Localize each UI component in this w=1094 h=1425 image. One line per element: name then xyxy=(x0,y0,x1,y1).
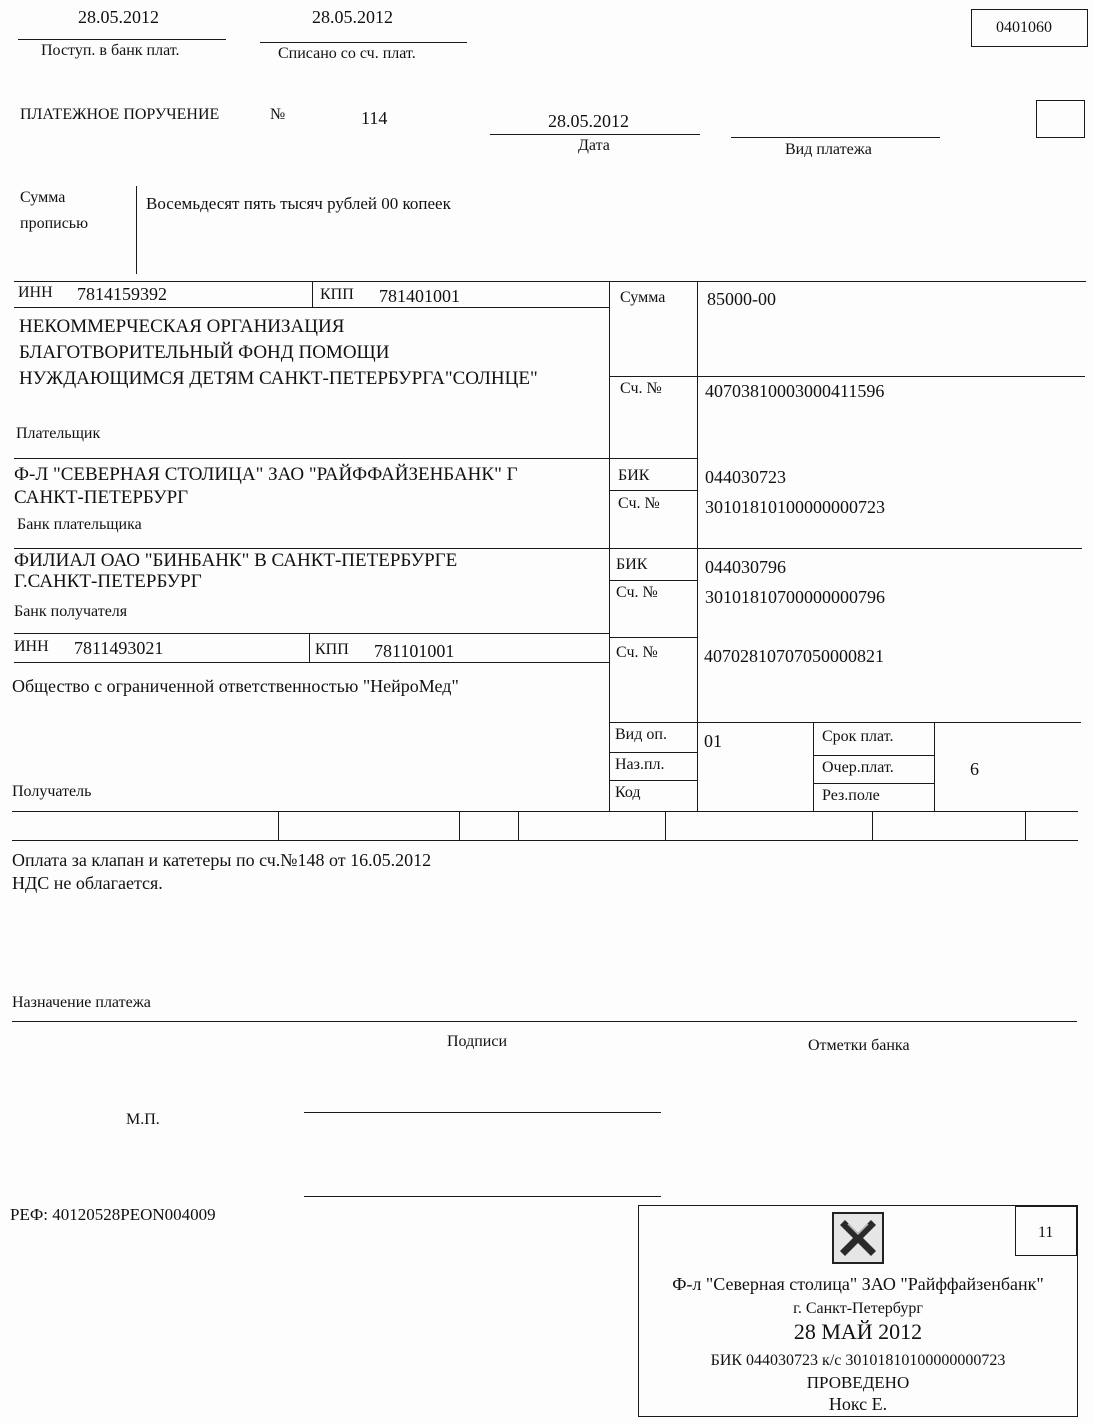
tax-divider-6 xyxy=(1025,811,1026,840)
payment-type-label: Вид платежа xyxy=(785,141,872,158)
grid-line-payee-inn-bottom xyxy=(14,662,610,663)
payer-kpp: 781401001 xyxy=(379,286,460,306)
form-code: 0401060 xyxy=(996,19,1052,36)
amount-words-label-1: Сумма xyxy=(20,189,66,206)
status-box xyxy=(1036,100,1085,138)
tax-divider-1 xyxy=(278,811,279,840)
sum-label: Сумма xyxy=(620,289,666,306)
payment-type-line xyxy=(731,137,940,138)
payer-account: 40703810003000411596 xyxy=(705,381,885,401)
grid-label-column-left xyxy=(609,281,610,811)
signature-line-2 xyxy=(304,1196,661,1197)
payer-inn: 7814159392 xyxy=(77,284,167,304)
term-label: Срок плат. xyxy=(822,728,894,745)
stamp-corner-box xyxy=(1015,1206,1077,1256)
grid-line-payee-inn-top xyxy=(14,633,610,634)
payer-bank-bik: 044030723 xyxy=(705,467,786,487)
bank-logo-icon xyxy=(832,1212,884,1264)
payee-kpp-label: КПП xyxy=(315,641,349,658)
payer-bank-line-2: САНКТ-ПЕТЕРБУРГ xyxy=(14,487,189,508)
payee-bank-label: Банк получателя xyxy=(14,603,128,620)
payer-name-line-2: БЛАГОТВОРИТЕЛЬНЫЙ ФОНД ПОМОЩИ xyxy=(19,342,390,363)
order-date: 28.05.2012 xyxy=(548,111,629,131)
priority-label: Очер.плат. xyxy=(822,759,894,776)
stamp-clerk: Нокс Е. xyxy=(828,1394,888,1414)
stamp-status: ПРОВЕДЕНО xyxy=(806,1373,910,1392)
op-type-value: 01 xyxy=(704,731,722,751)
stamp-place-label: М.П. xyxy=(126,1111,160,1128)
grid-line-operation-3 xyxy=(813,755,934,756)
reference-number: РЕФ: 40120528PEON004009 xyxy=(10,1205,216,1224)
payee-bank-line-2: Г.САНКТ-ПЕТЕРБУРГ xyxy=(14,571,202,592)
signature-line-1 xyxy=(304,1112,661,1113)
payer-bank-label: Банк плательщика xyxy=(17,516,142,533)
purpose-line-2: НДС не облагается. xyxy=(12,873,163,893)
stamp-bank-name: Ф-л "Северная столица" ЗАО "Райффайзенбанк" xyxy=(672,1274,1044,1294)
grid-line-payer-bottom xyxy=(14,458,698,459)
payee-bank-bik-label: БИК xyxy=(616,556,648,573)
payer-label: Плательщик xyxy=(16,425,101,442)
code-label: Код xyxy=(615,784,641,801)
payer-name-line-3: НУЖДАЮЩИМСЯ ДЕТЯМ САНКТ-ПЕТЕРБУРГА"СОЛНЦЕ" xyxy=(19,368,538,389)
sum-value: 85000-00 xyxy=(707,289,776,309)
grid-label-column-right xyxy=(697,281,698,811)
stamp-corner-number: 11 xyxy=(1038,1224,1054,1241)
signatures-label: Подписи xyxy=(447,1033,508,1050)
payee-account: 40702810707050000821 xyxy=(704,646,884,666)
amount-words-label-2: прописью xyxy=(20,215,89,232)
payer-bank-account-label: Сч. № xyxy=(618,495,660,512)
grid-line-operation-2 xyxy=(609,780,698,781)
bank-marks-label: Отметки банка xyxy=(808,1037,910,1054)
tax-divider-2 xyxy=(459,811,460,840)
grid-line-payee-account-top xyxy=(609,637,698,638)
payee-bank-bik: 044030796 xyxy=(705,557,786,577)
payee-account-label: Сч. № xyxy=(616,644,658,661)
order-number: 114 xyxy=(361,108,388,128)
priority-value: 6 xyxy=(970,759,979,779)
payee-label: Получатель xyxy=(12,783,92,800)
grid-line-payer-bank-bottom xyxy=(14,548,1082,549)
grid-line-sum-bottom xyxy=(609,376,1085,377)
amount-words-divider xyxy=(136,186,137,274)
received-line xyxy=(18,39,226,40)
tax-divider-4 xyxy=(665,811,666,840)
payee-inn: 7811493021 xyxy=(74,638,164,658)
payee-bank-account-label: Сч. № xyxy=(616,584,658,601)
payer-bank-bik-label: БИК xyxy=(618,467,650,484)
form-code-box xyxy=(971,9,1088,47)
payer-inn-label: ИНН xyxy=(18,284,53,301)
grid-inn-kpp-divider xyxy=(312,281,313,307)
purpose-label: Назначение платежа xyxy=(12,994,151,1011)
amount-words-value: Восемьдесят пять тысяч рублей 00 копеек xyxy=(146,194,451,213)
payee-bank-line-1: ФИЛИАЛ ОАО "БИНБАНК" В САНКТ-ПЕТЕРБУРГЕ xyxy=(14,550,458,571)
payer-bank-line-1: Ф-Л "СЕВЕРНАЯ СТОЛИЦА" ЗАО "РАЙФФАЙЗЕНБАНК" Г xyxy=(14,464,518,485)
payee-bank-account: 30101810700000000796 xyxy=(705,587,885,607)
payer-name-line-1: НЕКОММЕРЧЕСКАЯ ОРГАНИЗАЦИЯ xyxy=(19,316,345,337)
tax-divider-5 xyxy=(872,811,873,840)
payer-bank-account: 30101810100000000723 xyxy=(705,497,885,517)
tax-divider-3 xyxy=(518,811,519,840)
grid-operation-divider-2 xyxy=(934,722,935,812)
purpose-bottom-line xyxy=(12,1021,1077,1022)
debited-label: Списано со сч. плат. xyxy=(278,45,416,62)
grid-line-inn-bottom xyxy=(14,307,610,308)
debited-date: 28.05.2012 xyxy=(312,7,393,27)
bank-stamp xyxy=(638,1205,1078,1417)
op-type-label: Вид оп. xyxy=(615,726,667,743)
stamp-city: г. Санкт-Петербург xyxy=(793,1300,923,1317)
grid-line-payee-bik xyxy=(609,580,698,581)
grid-line-operation-1 xyxy=(609,752,698,753)
grid-line-operation-4 xyxy=(813,783,934,784)
payee-name: Общество с ограниченной ответственностью "НейроМед" xyxy=(12,676,459,696)
date-line xyxy=(490,134,700,135)
grid-line-top xyxy=(14,281,1086,282)
received-label: Поступ. в банк плат. xyxy=(41,42,180,59)
payer-kpp-label: КПП xyxy=(320,286,354,303)
grid-payee-inn-kpp-divider xyxy=(309,633,310,662)
date-label: Дата xyxy=(578,137,610,154)
number-sign: № xyxy=(270,106,286,123)
stamp-date: 28 МАЙ 2012 xyxy=(793,1319,923,1344)
purpose-code-label: Наз.пл. xyxy=(615,756,665,773)
received-date: 28.05.2012 xyxy=(78,7,159,27)
tax-row-bottom xyxy=(12,840,1078,841)
debited-line xyxy=(260,42,467,43)
grid-line-operation-top xyxy=(609,722,1081,723)
payee-kpp: 781101001 xyxy=(374,641,455,661)
page-title: ПЛАТЕЖНОЕ ПОРУЧЕНИЕ xyxy=(20,106,220,123)
reserve-label: Рез.поле xyxy=(822,787,880,804)
payer-account-label: Сч. № xyxy=(620,380,662,397)
stamp-details: БИК 044030723 к/с 30101810100000000723 xyxy=(710,1352,1006,1369)
grid-operation-divider-1 xyxy=(813,722,814,812)
purpose-line-1: Оплата за клапан и катетеры по сч.№148 от 16.05.2012 xyxy=(12,850,432,870)
grid-line-payer-bik xyxy=(609,490,698,491)
tax-row-top xyxy=(12,811,1078,812)
payee-inn-label: ИНН xyxy=(14,638,49,655)
